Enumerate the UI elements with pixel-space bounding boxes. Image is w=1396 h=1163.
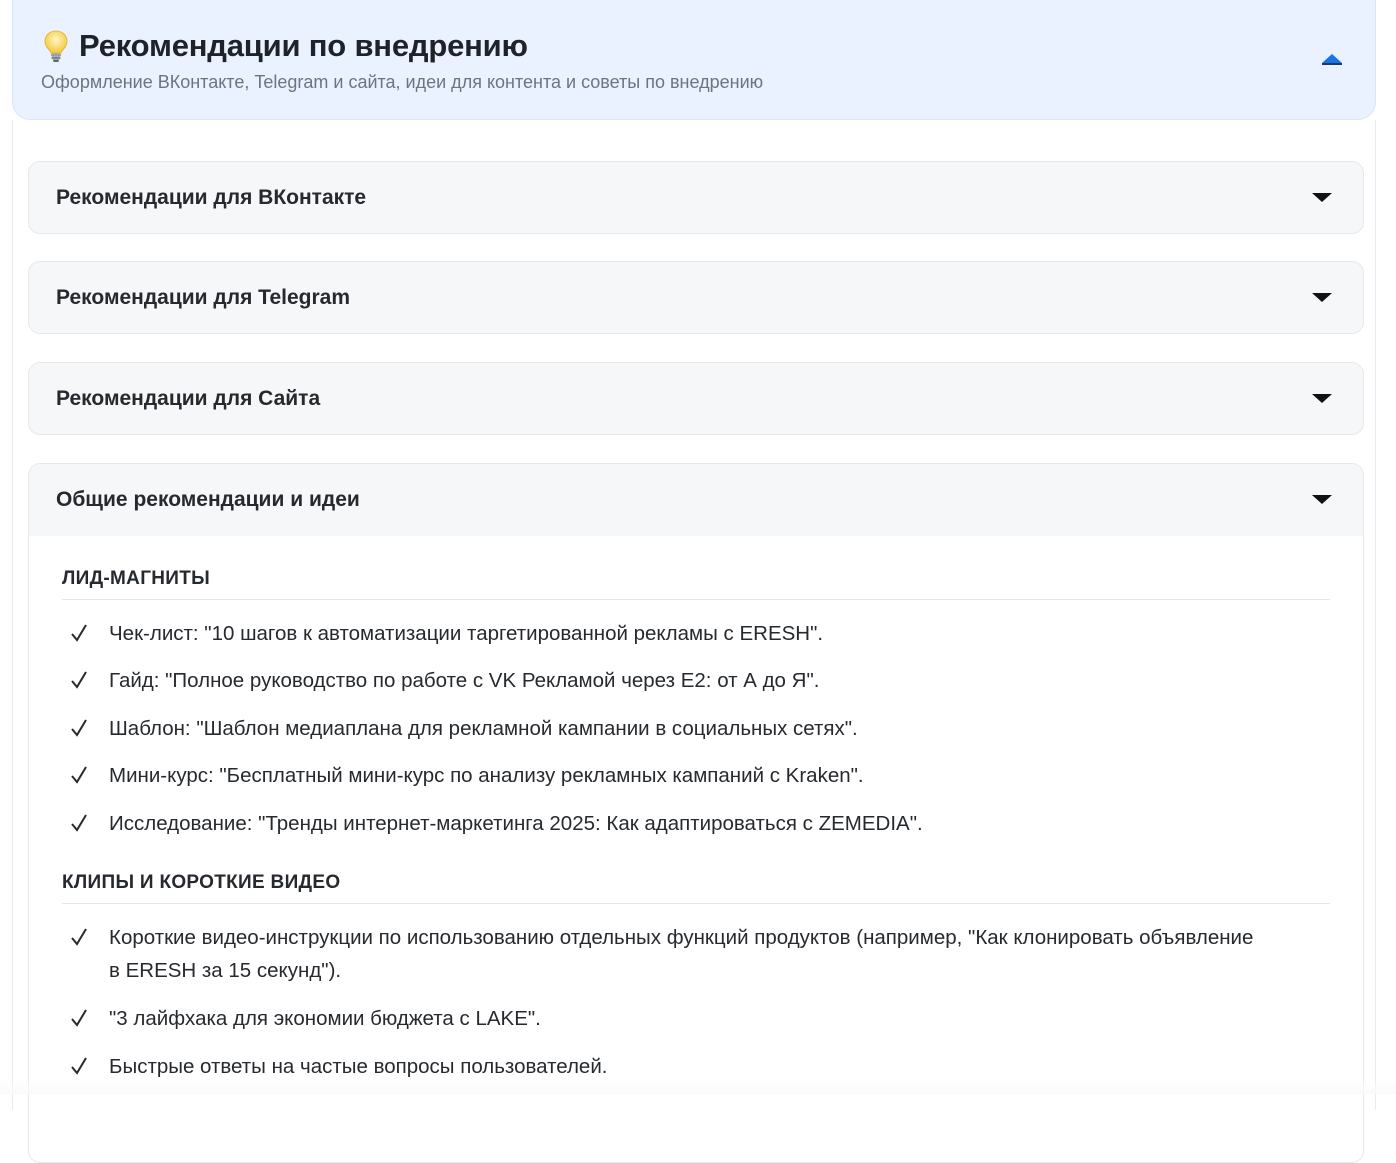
section-title-lead-magnets: ЛИД-МАГНИТЫ [62, 564, 1330, 600]
chevron-down-icon [1311, 291, 1333, 304]
page-title: Рекомендации по внедрению [79, 28, 528, 63]
accordion-label: Общие рекомендации и идеи [56, 488, 360, 511]
accordion-vk[interactable] [28, 161, 1364, 234]
title-row [43, 28, 528, 64]
chevron-up-icon[interactable] [1319, 48, 1345, 70]
accordion-label: Рекомендации для Telegram [56, 286, 350, 309]
lightbulb-icon [43, 29, 69, 63]
chevron-down-icon [1311, 191, 1333, 204]
list-item: Короткие видео-инструкции по использованию отдельных функций продуктов (например, "Как клонировать объявление в ERESH за 15 секунд"). [62, 921, 1302, 987]
accordion-site[interactable] [28, 362, 1364, 435]
recommendations-panel-header[interactable] [12, 0, 1376, 120]
check-icon [70, 764, 88, 786]
accordion-general: Общие рекомендации и идеи ЛИД-МАГНИТЫ Чек-лист: "10 шагов к автоматизации таргетированной рекламы с ERESH". Гайд: "Полное руководство по работе с VK Рекламой через E2: от А до Я". Шаблон: "Шаблон медиаплана для рекламной кампании в социальных сетях". Мини-курс: "Бесплатный мини-курс по анализу рекламных кампаний с Kraken". Исследование: "Тренды интернет-маркетинга 2025: Как адаптироваться с ZEMEDIA". КЛИПЫ И КОРОТКИЕ ВИДЕО Короткие видео-инструкции по использованию отдельных функций продуктов (например, "Как клонировать объявление в ERESH за 15 секунд"). "3 лайфхака для экономии бюджета с LAKE". Быстрые ответы на частые вопросы пользователей. [28, 463, 1364, 1163]
check-icon [70, 1007, 88, 1029]
accordion-label: Рекомендации для Сайта [56, 387, 321, 410]
accordion-label: Рекомендации для ВКонтакте [56, 186, 367, 209]
chevron-down-icon [1311, 493, 1333, 506]
recommendations-panel-body [12, 120, 1376, 1110]
check-icon [70, 669, 88, 691]
check-icon [70, 1055, 88, 1077]
chevron-down-icon [1311, 392, 1333, 405]
accordion-general-header[interactable] [29, 464, 1363, 536]
accordion-telegram[interactable] [28, 261, 1364, 334]
section-title-clips: КЛИПЫ И КОРОТКИЕ ВИДЕО [62, 868, 1330, 904]
check-icon [70, 926, 88, 948]
check-icon [70, 622, 88, 644]
check-icon [70, 812, 88, 834]
page-subtitle: Оформление ВКонтакте, Telegram и сайта, идеи для контента и советы по внедрению [41, 72, 764, 92]
check-icon [70, 717, 88, 739]
scroll-fade [0, 1078, 1396, 1094]
